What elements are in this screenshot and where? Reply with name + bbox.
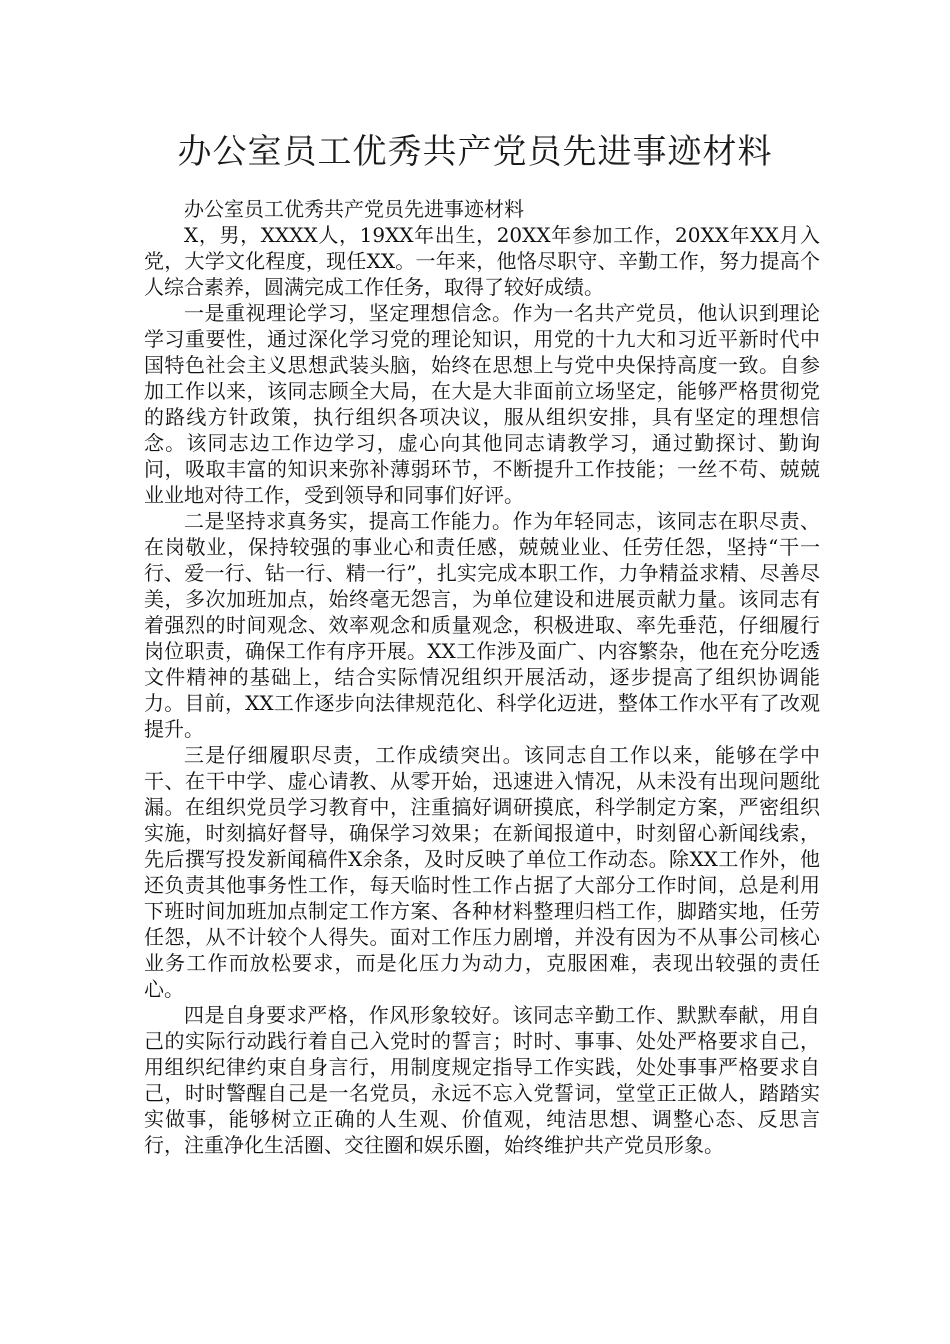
paragraph-subtitle: 办公室员工优秀共产党员先进事迹材料 xyxy=(184,197,524,221)
document-title: 办公室员工优秀共产党员先进事迹材料 xyxy=(177,132,773,172)
paragraph-theory-study: 一是重视理论学习，坚定理想信念。作为一名共产党员，他认识到理论学习重要性，通过深化学习党的理论知识，用党的十九大和习近平新时代中国特色社会主义思想武装头脑，始终在思想上与党中央保持高度一致。自参加工作以来，该同志顾全大局，在大是大非面前立场坚定，能够严格贯彻党的路线方针政策，执行组织各项决议，服从组织安排，具有坚定的理想信念。该同志边工作边学习，虚心向其他同志请教学习，通过勤探讨、勤询问，吸取丰富的知识来弥补薄弱环节，不断提升工作技能；一丝不苟、兢兢业业地对待工作，受到领导和同事们好评。 xyxy=(144,301,820,507)
paragraph-self-discipline: 四是自身要求严格，作风形象较好。该同志辛勤工作、默默奉献，用自己的实际行动践行着自己入党时的誓言；时时、事事、处处严格要求自己，用组织纪律约束自身言行，用制度规定指导工作实践，处处事事严格要求自己，时时警醒自己是一名党员，永远不忘入党誓词，堂堂正正做人，踏踏实实做事，能够树立正确的人生观、价值观，纯洁思想、调整心态、反思言行，注重净化生活圈、交往圈和娱乐圈，始终维护共产党员形象。 xyxy=(144,1003,820,1157)
document-body xyxy=(144,196,820,1158)
paragraph-work-ability: 二是坚持求真务实，提高工作能力。作为年轻同志，该同志在职尽责、在岗敬业，保持较强的事业心和责任感，兢兢业业、任劳任怨，坚持“干一行、爱一行、钻一行、精一行”，扎实完成本职工作，力争精益求精、尽善尽美，多次加班加点，始终毫无怨言，为单位建设和进展贡献力量。该同志有着强烈的时间观念、效率观念和质量观念，积极进取、率先垂范，仔细履行岗位职责，确保工作有序开展。XX工作涉及面广、内容繁杂，他在充分吃透文件精神的基础上，结合实际情况组织开展活动，逐步提高了组织协调能力。目前，XX工作逐步向法律规范化、科学化迈进，整体工作水平有了改观提升。 xyxy=(144,509,820,741)
paragraph-duty-performance: 三是仔细履职尽责，工作成绩突出。该同志自工作以来，能够在学中干、在干中学、虚心请教、从零开始，迅速进入情况，从未没有出现问题纰漏。在组织党员学习教育中，注重搞好调研摸底，科学制定方案，严密组织实施，时刻搞好督导，确保学习效果；在新闻报道中，时刻留心新闻线索，先后撰写投发新闻稿件X余条，及时反映了单位工作动态。除XX工作外，他还负责其他事务性工作，每天临时性工作占据了大部分工作时间，总是利用下班时间加班加点制定工作方案、各种材料整理归档工作，脚踏实地，任劳任怨，从不计较个人得失。面对工作压力剧增，并没有因为不从事公司核心业务工作而放松要求，而是化压力为动力，克服困难，表现出较强的责任心。 xyxy=(144,743,820,1001)
paragraph-intro: X，男，XXXX人，19XX年出生，20XX年参加工作，20XX年XX月入党，大学文化程度，现任XX。一年来，他恪尽职守、辛勤工作，努力提高个人综合素养，圆满完成工作任务，取得了较好成绩。 xyxy=(144,223,820,299)
